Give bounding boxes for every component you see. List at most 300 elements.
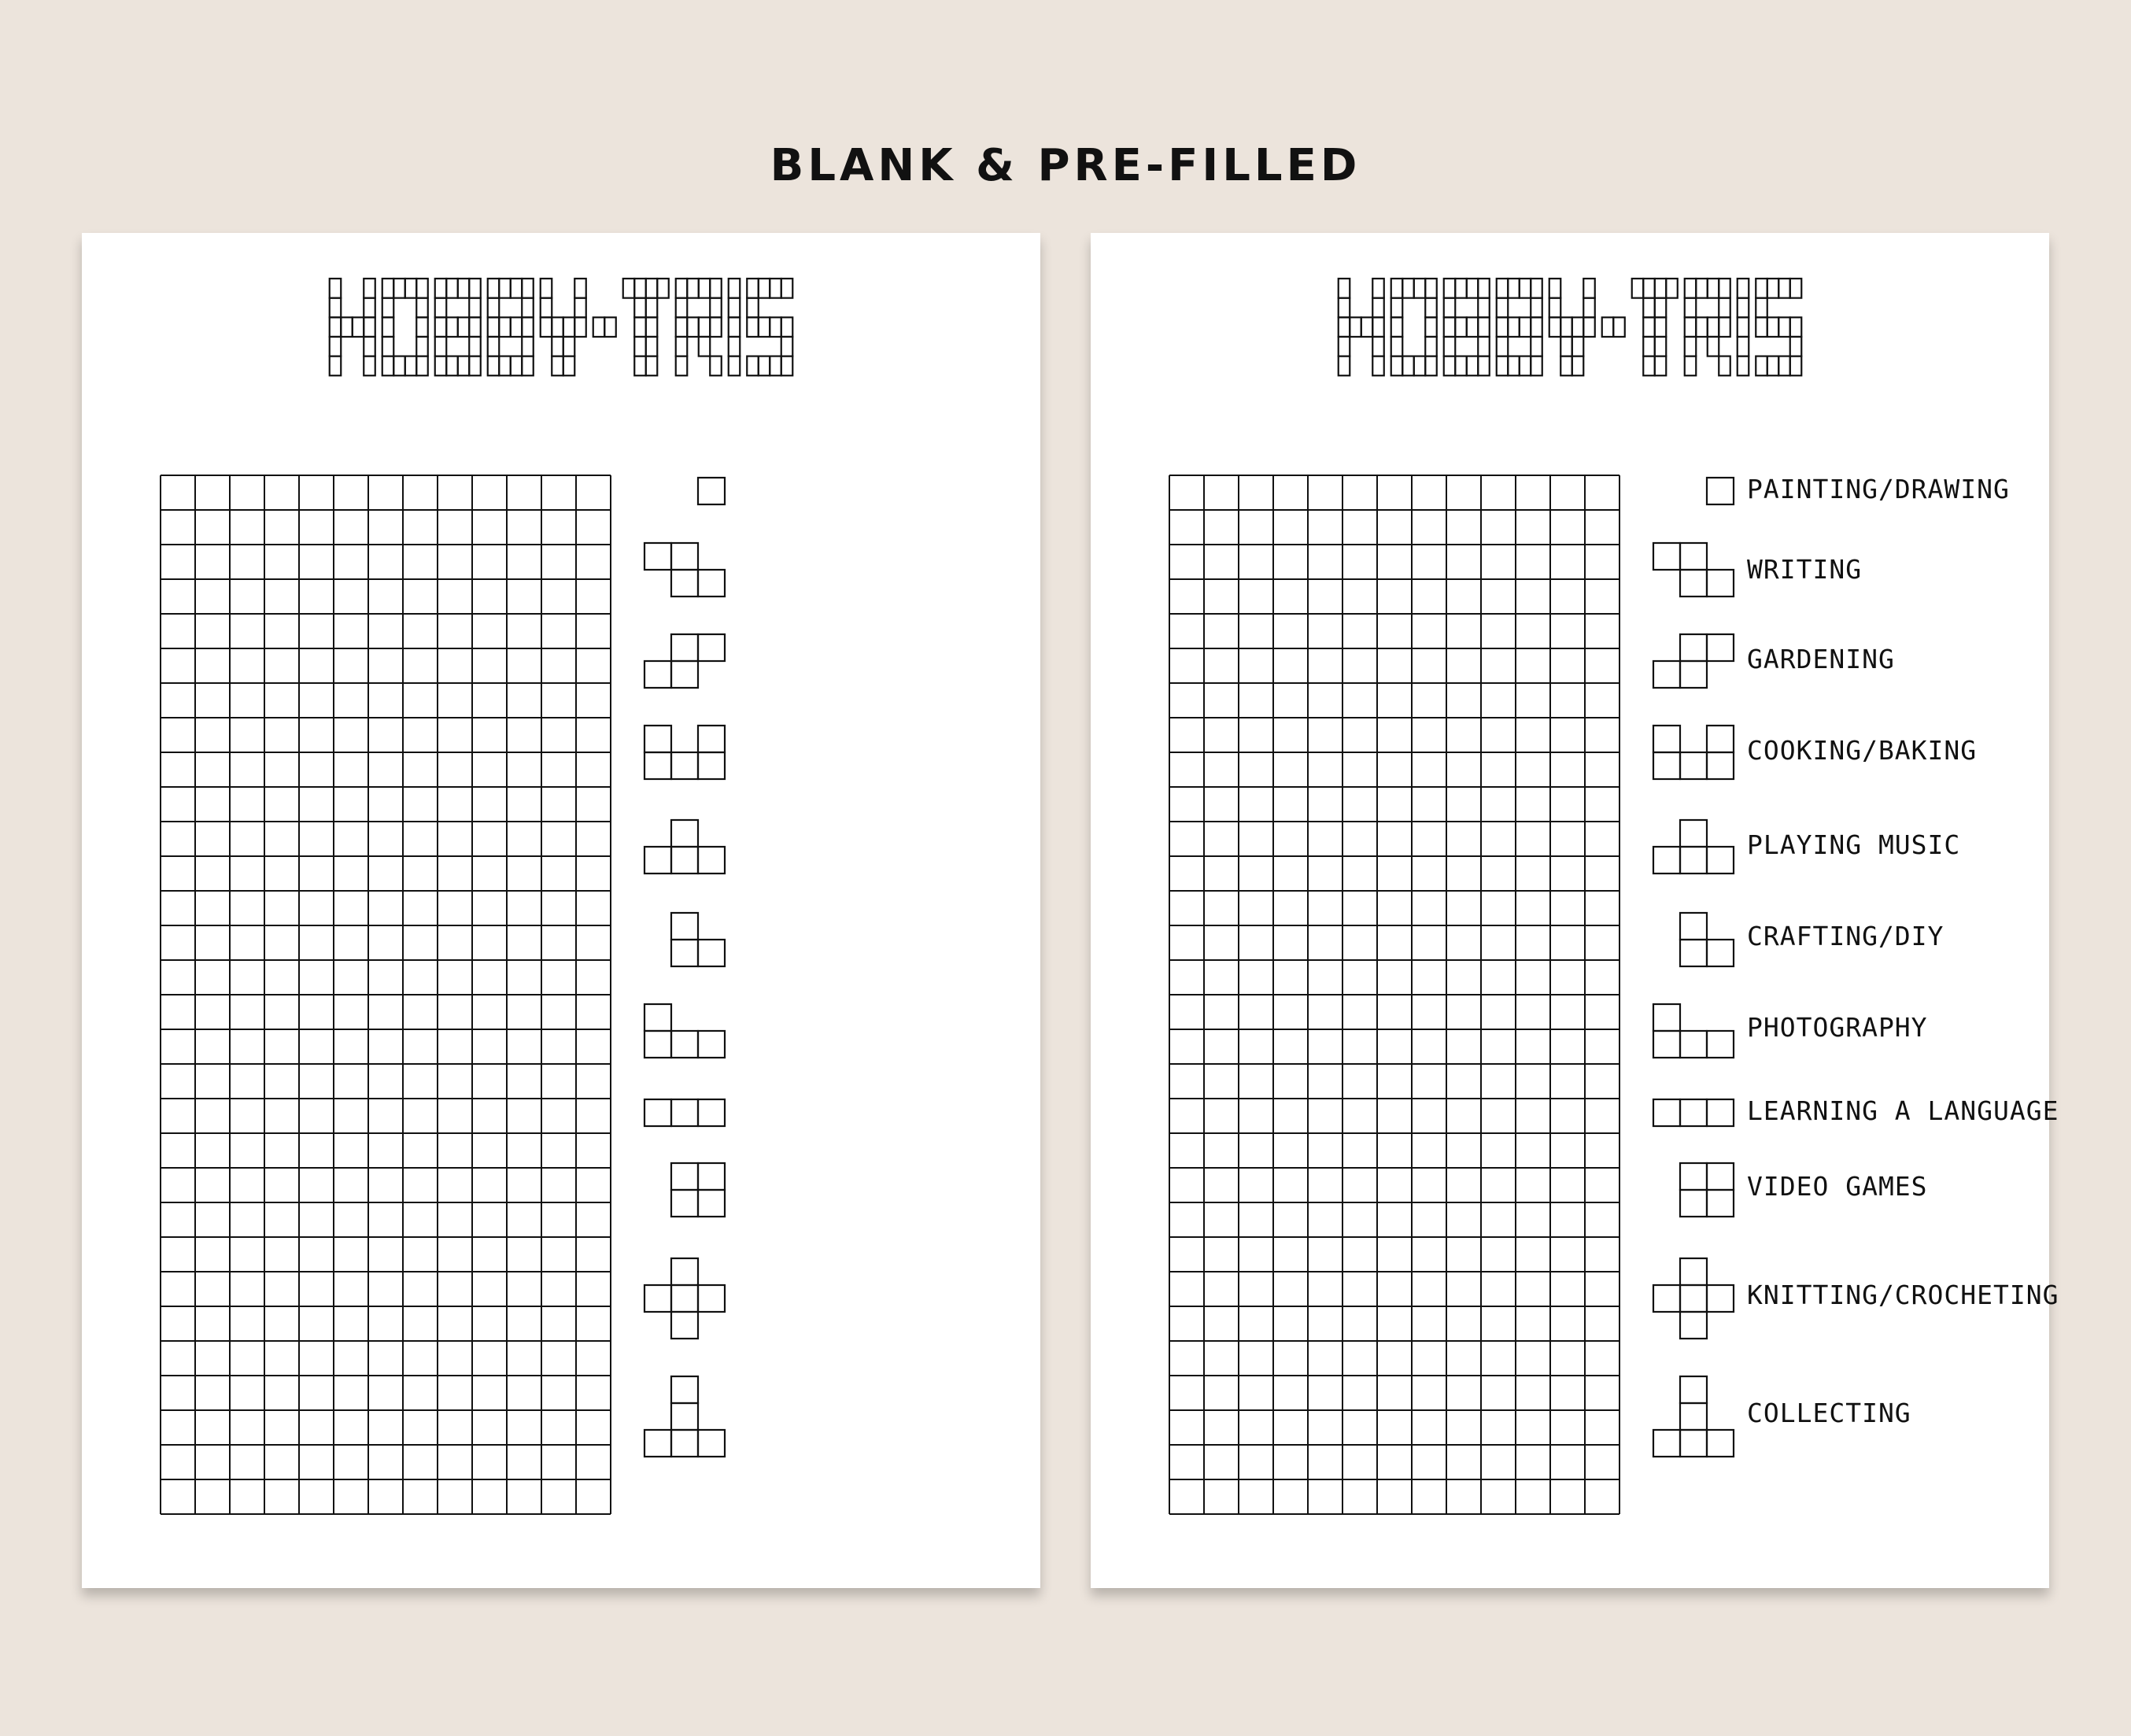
title-letter-block <box>1391 298 1403 318</box>
title-letter-block <box>435 279 447 298</box>
o-piece-icon <box>643 1162 726 1218</box>
title-letter-block <box>393 356 405 376</box>
title-letter-block <box>1655 356 1667 376</box>
title-letter-block <box>488 298 500 318</box>
piece-block <box>1653 1285 1680 1312</box>
piece-block <box>1653 661 1680 688</box>
title-letter-block <box>699 317 711 337</box>
legend-label: WRITING <box>1747 554 1863 585</box>
title-letter-block <box>435 317 447 337</box>
title-letter-block <box>699 337 711 356</box>
title-letter-block <box>770 279 781 298</box>
title-letter-block <box>1602 317 1614 337</box>
title-letter-block <box>1531 298 1542 318</box>
piece-block <box>671 634 698 661</box>
piece-block <box>698 847 725 874</box>
title-letter-block <box>330 279 342 298</box>
piece-block <box>1707 1430 1734 1457</box>
title-letter-block <box>1719 317 1730 337</box>
title-letter-block <box>1572 356 1584 376</box>
title-letter-block <box>1339 317 1350 337</box>
title-letter-block <box>1685 337 1697 356</box>
title-letter-block <box>1738 298 1749 318</box>
piece-block <box>1680 1285 1707 1312</box>
u-piece-icon <box>643 724 726 781</box>
title-letter-block <box>446 279 458 298</box>
title-letter-block <box>1467 279 1479 298</box>
title-letter-block <box>710 317 722 337</box>
plus-piece-icon <box>1652 1257 1735 1340</box>
title-letter-block <box>770 356 781 376</box>
title-letter-block <box>552 317 563 337</box>
title-letter-block <box>1425 356 1437 376</box>
tall-t-piece-icon <box>643 1375 726 1458</box>
piece-block <box>671 1430 698 1457</box>
title-letter-block <box>747 317 759 337</box>
title-letter-block <box>522 317 534 337</box>
piece-block <box>698 634 725 661</box>
title-letter-block <box>1372 317 1384 337</box>
title-letter-block <box>382 279 394 298</box>
piece-block <box>671 752 698 779</box>
title-letter-block <box>522 279 534 298</box>
title-letter-block <box>446 317 458 337</box>
title-letter-block <box>1655 317 1667 337</box>
title-letter-block <box>1520 356 1531 376</box>
title-letter-block <box>1613 317 1625 337</box>
title-letter-block <box>1444 279 1456 298</box>
piece-block <box>671 543 698 570</box>
title-letter-block <box>1778 356 1790 376</box>
title-letter-block <box>488 279 500 298</box>
piece-block <box>1680 1190 1707 1217</box>
piece-block <box>1680 1312 1707 1339</box>
title-letter-block <box>1425 279 1437 298</box>
title-letter-block <box>729 337 740 356</box>
title-letter-block <box>1478 279 1490 298</box>
title-letter-block <box>1339 356 1350 376</box>
title-letter-block <box>634 356 646 376</box>
title-letter-block <box>541 317 552 337</box>
title-letter-block <box>511 317 523 337</box>
title-letter-block <box>657 279 669 298</box>
title-letter-block <box>1696 279 1708 298</box>
title-letter-block <box>1508 356 1520 376</box>
title-letter-block <box>469 356 481 376</box>
title-letter-block <box>593 317 605 337</box>
title-letter-block <box>1719 356 1730 376</box>
title-letter-block <box>1531 317 1542 337</box>
title-letter-block <box>488 337 500 356</box>
title-letter-block <box>1425 317 1437 337</box>
piece-block <box>1707 1031 1734 1058</box>
title-letter-block <box>574 298 586 318</box>
title-letter-block <box>1444 317 1456 337</box>
title-letter-block <box>1497 337 1509 356</box>
piece-block <box>1680 1099 1707 1126</box>
title-letter-block <box>747 298 759 318</box>
i-piece-icon <box>1652 1098 1735 1128</box>
title-letter-block <box>1478 356 1490 376</box>
piece-block <box>671 1163 698 1190</box>
piece-block <box>698 940 725 966</box>
title-letter-block <box>353 317 364 337</box>
title-letter-block <box>458 279 470 298</box>
title-letter-block <box>563 317 575 337</box>
title-letter-block <box>1508 317 1520 337</box>
title-letter-block <box>1632 279 1644 298</box>
piece-block <box>1707 1190 1734 1217</box>
title-letter-block <box>1767 317 1779 337</box>
title-letter-block <box>1583 279 1595 298</box>
piece-block <box>698 752 725 779</box>
title-letter-block <box>1719 298 1730 318</box>
z-piece-icon <box>1652 541 1735 598</box>
title-letter-block <box>1350 317 1361 337</box>
title-letter-block <box>364 279 375 298</box>
title-letter-block <box>364 337 375 356</box>
title-letter-block <box>469 317 481 337</box>
title-letter-block <box>382 356 394 376</box>
tracker-grid <box>1168 474 1621 1516</box>
title-letter-block <box>646 356 658 376</box>
title-letter-block <box>469 298 481 318</box>
title-letter-block <box>364 298 375 318</box>
piece-block <box>1680 820 1707 847</box>
piece-block <box>671 1403 698 1430</box>
title-letter-block <box>1738 317 1749 337</box>
title-letter-block <box>1372 356 1384 376</box>
title-letter-block <box>522 298 534 318</box>
title-letter-block <box>1467 356 1479 376</box>
piece-block <box>671 1190 698 1217</box>
title-letter-block <box>676 356 688 376</box>
title-letter-block <box>446 356 458 376</box>
title-letter-block <box>1444 298 1456 318</box>
title-letter-block <box>759 317 770 337</box>
title-letter-block <box>1402 356 1414 376</box>
piece-block <box>1680 847 1707 874</box>
piece-block <box>1707 847 1734 874</box>
legend-label: CRAFTING/DIY <box>1747 921 1944 951</box>
title-letter-block <box>1444 337 1456 356</box>
tall-t-piece-icon <box>1652 1375 1735 1458</box>
title-letter-block <box>458 317 470 337</box>
title-letter-block <box>1339 279 1350 298</box>
title-letter-block <box>499 279 511 298</box>
title-letter-block <box>1696 317 1708 337</box>
title-letter-block <box>759 356 770 376</box>
title-letter-block <box>1372 298 1384 318</box>
title-letter-block <box>770 317 781 337</box>
legend-label: PHOTOGRAPHY <box>1747 1012 1928 1043</box>
piece-block <box>1707 726 1734 752</box>
hobby-tris-title-art <box>1091 233 2049 438</box>
title-letter-block <box>1756 279 1767 298</box>
piece-block <box>1680 1258 1707 1285</box>
title-letter-block <box>634 279 646 298</box>
title-letter-block <box>1497 298 1509 318</box>
title-letter-block <box>1372 279 1384 298</box>
title-letter-block <box>1478 337 1490 356</box>
piece-block <box>698 478 725 504</box>
title-letter-block <box>416 317 428 337</box>
piece-block <box>1680 1403 1707 1430</box>
title-letter-block <box>1685 298 1697 318</box>
title-letter-block <box>747 356 759 376</box>
piece-block <box>671 1376 698 1403</box>
piece-block <box>1653 1099 1680 1126</box>
title-letter-block <box>1520 279 1531 298</box>
title-letter-block <box>1391 337 1403 356</box>
title-letter-block <box>1425 337 1437 356</box>
title-letter-block <box>1685 279 1697 298</box>
title-letter-block <box>729 356 740 376</box>
title-letter-block <box>1643 337 1655 356</box>
piece-block <box>1653 1430 1680 1457</box>
title-letter-block <box>458 356 470 376</box>
title-letter-block <box>1719 279 1730 298</box>
title-letter-block <box>382 317 394 337</box>
title-letter-block <box>1497 356 1509 376</box>
piece-block <box>644 1099 671 1126</box>
piece-block <box>1653 1004 1680 1031</box>
legend-label: COOKING/BAKING <box>1747 735 1978 766</box>
piece-block <box>1707 1163 1734 1190</box>
title-letter-block <box>330 298 342 318</box>
piece-block <box>1653 752 1680 779</box>
title-letter-block <box>646 279 658 298</box>
piece-block <box>644 1285 671 1312</box>
title-letter-block <box>1643 279 1655 298</box>
piece-block <box>1680 543 1707 570</box>
title-letter-block <box>1549 279 1561 298</box>
piece-block <box>644 752 671 779</box>
title-letter-block <box>541 279 552 298</box>
piece-block <box>671 1031 698 1058</box>
legend-label: LEARNING A LANGUAGE <box>1747 1095 2059 1126</box>
title-letter-block <box>364 317 375 337</box>
title-letter-block <box>781 337 793 356</box>
title-letter-block <box>1531 356 1542 376</box>
title-letter-block <box>416 279 428 298</box>
title-letter-block <box>416 298 428 318</box>
title-letter-block <box>1738 337 1749 356</box>
piece-block <box>1707 1099 1734 1126</box>
title-letter-block <box>522 337 534 356</box>
piece-block <box>1680 913 1707 940</box>
title-letter-block <box>341 317 353 337</box>
title-letter-block <box>729 279 740 298</box>
title-letter-block <box>1391 279 1403 298</box>
piece-block <box>644 661 671 688</box>
title-letter-block <box>552 356 563 376</box>
legend-label: KNITTING/CROCHETING <box>1747 1280 2059 1310</box>
title-letter-block <box>1560 317 1572 337</box>
piece-block <box>1680 1430 1707 1457</box>
prefilled-sheet <box>1091 233 2059 1588</box>
piece-block <box>1653 543 1680 570</box>
title-letter-block <box>1790 317 1802 337</box>
title-letter-block <box>759 279 770 298</box>
title-letter-block <box>1738 356 1749 376</box>
title-letter-block <box>604 317 616 337</box>
piece-block <box>698 1031 725 1058</box>
piece-block <box>671 820 698 847</box>
title-letter-block <box>511 279 523 298</box>
title-letter-block <box>1402 279 1414 298</box>
title-letter-block <box>1685 356 1697 376</box>
title-letter-block <box>574 317 586 337</box>
piece-block <box>698 1430 725 1457</box>
blank-sheet <box>82 233 1040 1588</box>
title-letter-block <box>405 356 417 376</box>
title-letter-block <box>1520 317 1531 337</box>
title-letter-block <box>1790 279 1802 298</box>
title-letter-block <box>499 317 511 337</box>
piece-block <box>1707 752 1734 779</box>
piece-block <box>1680 1031 1707 1058</box>
title-letter-block <box>1790 337 1802 356</box>
small-l-piece-icon <box>1652 911 1735 968</box>
title-letter-block <box>435 298 447 318</box>
piece-block <box>671 1285 698 1312</box>
title-letter-block <box>1738 279 1749 298</box>
title-letter-block <box>781 279 793 298</box>
legend-label: VIDEO GAMES <box>1747 1171 1928 1202</box>
title-letter-block <box>1643 356 1655 376</box>
title-letter-block <box>1455 356 1467 376</box>
title-letter-block <box>1339 298 1350 318</box>
title-letter-block <box>499 356 511 376</box>
piece-block <box>1707 1285 1734 1312</box>
piece-block <box>698 1099 725 1126</box>
piece-block <box>671 1312 698 1339</box>
title-letter-block <box>1767 279 1779 298</box>
title-letter-block <box>1444 356 1456 376</box>
title-letter-block <box>511 356 523 376</box>
single-square-icon <box>1652 476 1735 506</box>
title-letter-block <box>634 298 646 318</box>
title-letter-block <box>710 279 722 298</box>
title-letter-block <box>1455 279 1467 298</box>
title-letter-block <box>623 279 635 298</box>
piece-block <box>698 570 725 597</box>
title-letter-block <box>1643 298 1655 318</box>
j-piece-icon <box>1652 1003 1735 1059</box>
title-letter-block <box>676 337 688 356</box>
title-letter-block <box>1790 356 1802 376</box>
title-letter-block <box>1372 337 1384 356</box>
piece-block <box>644 1004 671 1031</box>
o-piece-icon <box>1652 1162 1735 1218</box>
title-letter-block <box>1414 356 1426 376</box>
title-letter-block <box>646 298 658 318</box>
title-letter-block <box>1391 356 1403 376</box>
title-letter-block <box>646 337 658 356</box>
title-letter-block <box>747 279 759 298</box>
piece-block <box>1653 847 1680 874</box>
title-letter-block <box>435 356 447 376</box>
title-letter-block <box>364 356 375 376</box>
title-letter-block <box>1655 337 1667 356</box>
u-piece-icon <box>1652 724 1735 781</box>
title-letter-block <box>469 279 481 298</box>
title-letter-block <box>1685 317 1697 337</box>
title-letter-block <box>687 317 699 337</box>
piece-block <box>671 940 698 966</box>
legend-label: PLAYING MUSIC <box>1747 829 1961 860</box>
title-letter-block <box>541 298 552 318</box>
piece-block <box>644 1031 671 1058</box>
title-letter-block <box>1560 337 1572 356</box>
title-letter-block <box>1467 317 1479 337</box>
title-letter-block <box>781 356 793 376</box>
piece-block <box>671 661 698 688</box>
title-letter-block <box>1572 317 1584 337</box>
title-letter-block <box>634 317 646 337</box>
title-letter-block <box>687 279 699 298</box>
title-letter-block <box>522 356 534 376</box>
title-letter-block <box>1497 279 1509 298</box>
title-letter-block <box>330 337 342 356</box>
title-letter-block <box>330 317 342 337</box>
plus-piece-icon <box>643 1257 726 1340</box>
title-letter-block <box>405 279 417 298</box>
title-letter-block <box>1666 279 1678 298</box>
single-square-icon <box>643 476 726 506</box>
title-letter-block <box>416 337 428 356</box>
t-piece-icon <box>1652 818 1735 875</box>
title-letter-block <box>1655 298 1667 318</box>
piece-block <box>1680 1163 1707 1190</box>
small-l-piece-icon <box>643 911 726 968</box>
piece-block <box>1707 570 1734 597</box>
piece-block <box>1707 634 1734 661</box>
title-letter-block <box>1778 279 1790 298</box>
t-piece-icon <box>643 818 726 875</box>
title-letter-block <box>1655 279 1667 298</box>
legend-label: COLLECTING <box>1747 1398 1911 1428</box>
title-letter-block <box>634 337 646 356</box>
title-letter-block <box>1583 317 1595 337</box>
s-piece-icon <box>643 633 726 689</box>
legend-label: PAINTING/DRAWING <box>1747 474 2010 504</box>
piece-block <box>644 543 671 570</box>
piece-block <box>1680 1376 1707 1403</box>
title-letter-block <box>1478 317 1490 337</box>
title-letter-block <box>382 337 394 356</box>
piece-block <box>698 1285 725 1312</box>
title-letter-block <box>1778 317 1790 337</box>
title-letter-block <box>676 298 688 318</box>
title-letter-block <box>393 279 405 298</box>
title-letter-block <box>416 356 428 376</box>
piece-block <box>1707 940 1734 966</box>
hobby-tris-title-art <box>82 233 1040 438</box>
title-letter-block <box>710 298 722 318</box>
piece-block <box>644 1430 671 1457</box>
piece-block <box>671 1099 698 1126</box>
title-letter-block <box>1583 298 1595 318</box>
piece-block <box>671 847 698 874</box>
title-letter-block <box>1425 298 1437 318</box>
title-letter-block <box>1572 337 1584 356</box>
piece-block <box>1707 478 1734 504</box>
title-letter-block <box>1549 298 1561 318</box>
title-letter-block <box>676 317 688 337</box>
title-letter-block <box>1455 317 1467 337</box>
